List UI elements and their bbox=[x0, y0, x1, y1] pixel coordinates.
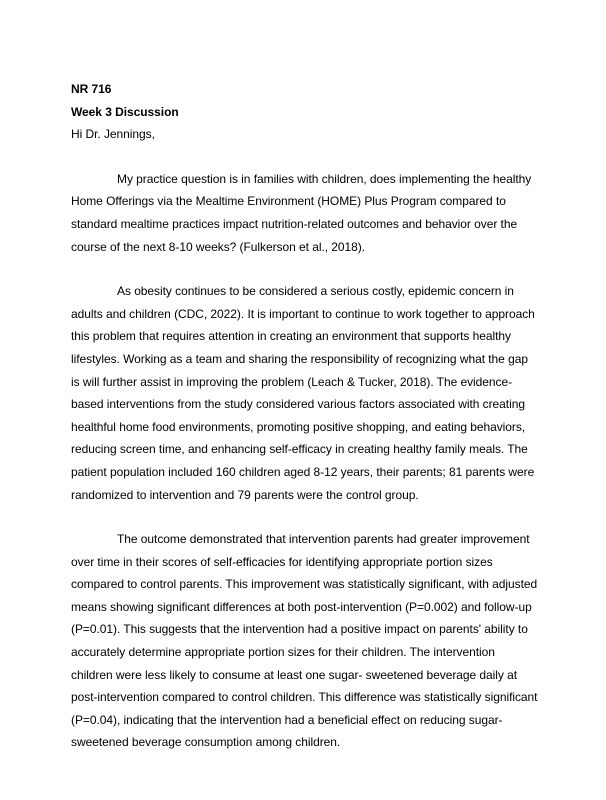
paragraph-practice-question: My practice question is in families with children, does implementing the healthy Home Offerings via the Mealtime Environment (HOME) Plus Program compared to standard mealtime practices impact nutrition-related outcomes and behavior over the course of the next 8-10 weeks? (Fulkerson et al., 2018). bbox=[71, 171, 532, 254]
spacer bbox=[71, 258, 539, 280]
greeting-line: Hi Dr. Jennings, bbox=[71, 127, 155, 142]
paragraph-obesity-context: As obesity continues to be considered a serious costly, epidemic concern in adults and children (CDC, 2022). It is important to continue to work together to approach this problem that requires attention in creating an environment that supports healthy lifestyles. Working as a team and sharing the responsibility of recognizing what the gap is will further assist in improving the problem (Leach & Tucker, 2018). The evidence-based interventions from the study considered various factors associated with creating healthful home food environments, promoting positive shopping, and eating behaviors, reducing screen time, and enhancing self-efficacy in creating healthy family meals. The patient population included 160 children aged 8-12 years, their parents; 81 parents were randomized to intervention and 79 parents were the control group. bbox=[71, 284, 535, 502]
course-title: NR 716 bbox=[71, 82, 112, 96]
spacer bbox=[71, 506, 539, 528]
document-body bbox=[71, 78, 539, 754]
paragraph-outcome: The outcome demonstrated that intervention parents had greater improvement over time in their scores of self-efficacies for identifying appropriate portion sizes compared to control parents. This improvement was statistically significant, with adjusted means showing significant differences at both post-intervention (P=0.002) and follow-up (P=0.01). This suggests that the intervention had a positive impact on parents' ability to accurately determine appropriate portion sizes for their children. The intervention children were less likely to consume at least one sugar- sweetened beverage daily at post-intervention compared to control children. This difference was statistically significant (P=0.04), indicating that the intervention had a beneficial effect on reducing sugar-sweetened beverage consumption among children. bbox=[71, 532, 538, 750]
discussion-title: Week 3 Discussion bbox=[71, 104, 179, 119]
spacer bbox=[71, 146, 539, 168]
